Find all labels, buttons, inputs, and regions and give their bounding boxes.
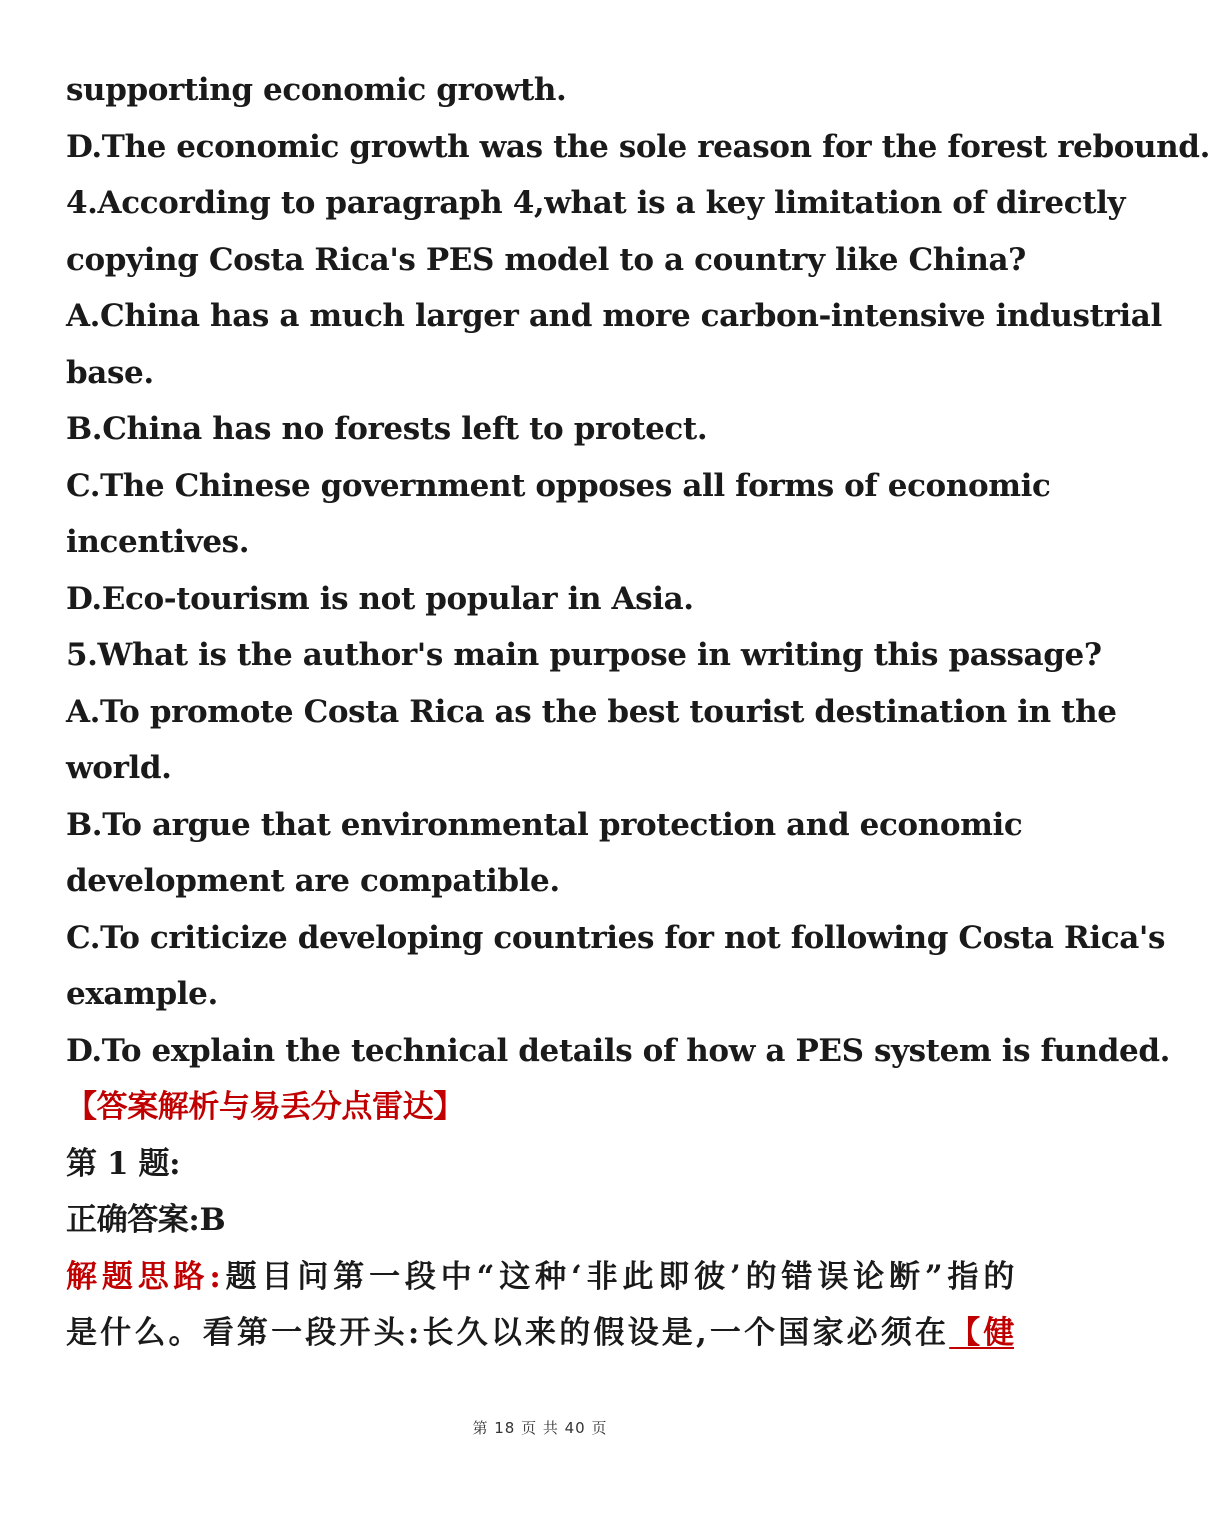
option-a-q5: A.To promote Costa Rica as the best tourist destination in the [66,693,1117,730]
option-d-q5: D.To explain the technical details of how a PES system is funded. [66,1032,1171,1069]
approach-cont: 是什么。看第一段开头:长久以来的假设是,一个国家必须在 [66,1315,950,1351]
answer-label: 正确答案: [66,1202,200,1238]
question-4-cont: copying Costa Rica's PES model to a country like China? [66,241,1026,278]
option-c-q5-cont: example. [66,976,218,1012]
page-number-footer: 第 18 页 共 40 页 [472,1419,608,1437]
option-b-q5: B.To argue that environmental protection and economic [66,806,1023,843]
option-c-q4-cont: incentives. [66,524,250,560]
option-a-q4: A.China has a much larger and more carbon-intensive industrial [66,298,1162,334]
approach-text: 题目问第一段中“这种‘非此即彼’的错误论断”指的 [220,1258,1014,1295]
question-5: 5.What is the author's main purpose in writing this passage? [66,637,1102,673]
approach-label: 解题思路: [66,1258,221,1295]
approach-line-cont [66,1305,1014,1362]
option-d-q4: D.Eco-tourism is not popular in Asia. [66,580,694,617]
question-1-title: 第 1 题: [66,1145,181,1182]
option-a-q4-cont: base. [66,354,154,391]
option-d-q3: D.The economic growth was the sole reason for the forest rebound. [66,128,1210,165]
option-c-q5: C.To criticize developing countries for not following Costa Rica's [66,919,1166,956]
option-b-q4: B.China has no forests left to protect. [66,411,708,447]
section-heading: 【答案解析与易丢分点雷达】 [66,1089,464,1125]
document-body [66,62,1210,1362]
question-4: 4.According to paragraph 4,what is a key limitation of directly [66,185,1126,221]
text-line: supporting economic growth. [66,72,567,108]
option-c-q4: C.The Chinese government opposes all forms of economic [66,467,1051,504]
option-a-q5-cont: world. [66,750,172,786]
correct-answer [66,1192,1014,1249]
answer-value: B [199,1202,226,1238]
approach-highlight: 【健 [949,1315,1015,1351]
option-b-q5-cont: development are compatible. [66,863,560,899]
approach-line [66,1249,1014,1306]
